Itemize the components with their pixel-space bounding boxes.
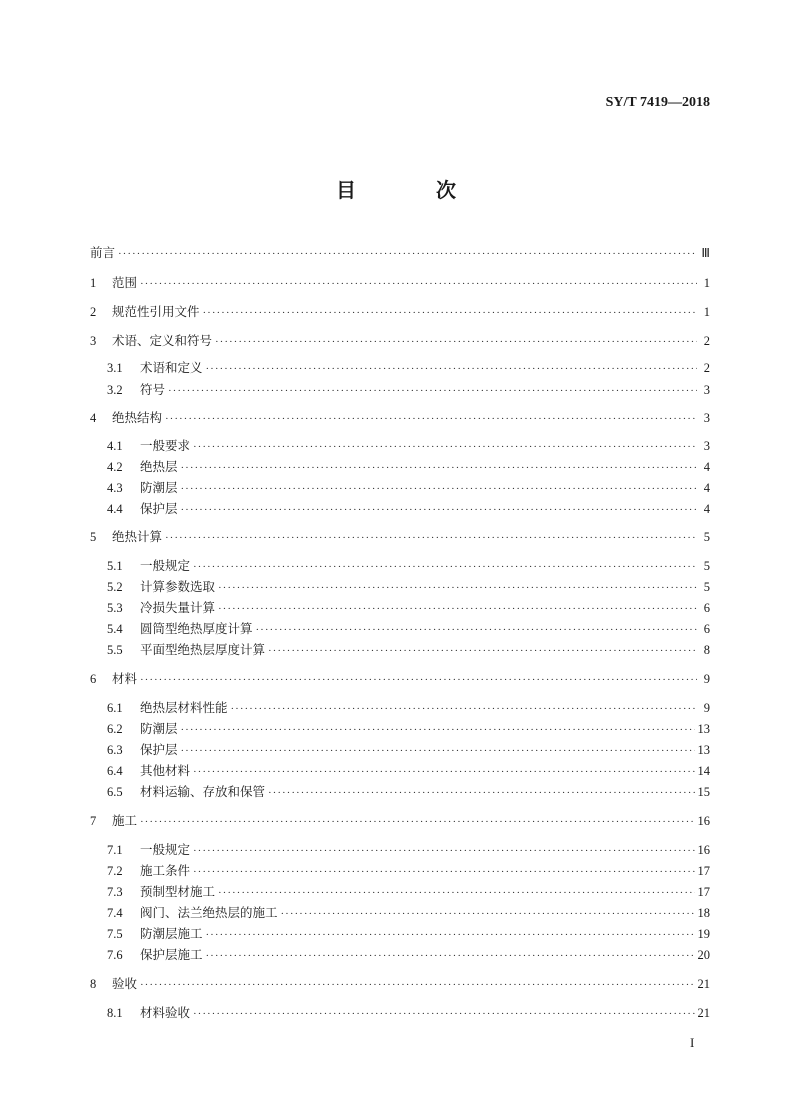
- toc-entry-label: 绝热层材料性能: [140, 700, 228, 715]
- toc-entry-page: 9: [703, 701, 710, 715]
- toc-entry-number: 5.1: [107, 559, 123, 573]
- toc-leader-dots: [181, 741, 695, 761]
- toc-entry-page: 4: [703, 502, 710, 516]
- toc-entry[interactable]: [90, 331, 710, 351]
- toc-entry-label: 材料运输、存放和保管: [140, 784, 266, 799]
- toc-leader-dots: [268, 641, 697, 661]
- toc-entry-label: 阀门、法兰绝热层的施工: [140, 905, 278, 920]
- toc-entry-label: 绝热层: [140, 459, 178, 474]
- toc-entry-number: 7.1: [107, 843, 123, 857]
- toc-entry-page: 4: [703, 460, 710, 474]
- toc-entry[interactable]: [90, 974, 710, 994]
- toc-entry-number: 4.3: [107, 481, 123, 495]
- toc-entry-number: 3.2: [107, 383, 123, 397]
- toc-entry-page: 21: [697, 977, 710, 991]
- toc-entry[interactable]: [90, 598, 710, 618]
- toc-entry-number: 4.4: [107, 502, 123, 516]
- toc-entry[interactable]: [90, 669, 710, 689]
- toc-leader-dots: [181, 500, 697, 520]
- toc-entry-label: 材料: [112, 671, 138, 686]
- toc-entry[interactable]: [90, 640, 710, 660]
- toc-entry[interactable]: [90, 273, 710, 293]
- toc-entry-number: 5.4: [107, 622, 123, 636]
- toc-entry[interactable]: [90, 577, 710, 597]
- toc-entry[interactable]: [90, 556, 710, 576]
- toc-entry[interactable]: [90, 698, 710, 718]
- toc-leader-dots: [165, 528, 697, 548]
- toc-entry[interactable]: [90, 861, 710, 881]
- toc-leader-dots: [193, 557, 697, 577]
- toc-leader-dots: [181, 479, 697, 499]
- toc-entry-page: 16: [697, 843, 710, 857]
- toc-entry[interactable]: [90, 924, 710, 944]
- toc-entry-page: 13: [697, 743, 710, 757]
- toc-entry-label: 防潮层施工: [140, 926, 203, 941]
- toc-entry-number: 3: [90, 334, 97, 348]
- page-number: I: [690, 1035, 695, 1050]
- toc-entry-page: 18: [697, 906, 710, 920]
- toc-entry-number: 7.4: [107, 906, 123, 920]
- toc-entry-label: 规范性引用文件: [112, 304, 200, 319]
- toc-entry-label: 防潮层: [140, 480, 178, 495]
- toc-entry[interactable]: [90, 408, 710, 428]
- toc-entry[interactable]: [90, 840, 710, 860]
- toc-entry-page: 5: [703, 559, 710, 573]
- toc-leader-dots: [281, 904, 695, 924]
- standard-code: SY/T 7419—2018: [605, 95, 710, 110]
- toc-entry-number: 6.5: [107, 785, 123, 799]
- toc-entry-number: 6.4: [107, 764, 123, 778]
- toc-entry-label: 圆筒型绝热厚度计算: [140, 621, 253, 636]
- toc-entry-page: 2: [703, 334, 710, 348]
- toc-entry-page: 17: [697, 864, 710, 878]
- toc-entry-label: 施工: [112, 813, 138, 828]
- toc-entry-label: 一般规定: [140, 558, 191, 573]
- toc-entry[interactable]: [90, 243, 710, 263]
- toc-entry[interactable]: [90, 882, 710, 902]
- toc-leader-dots: [268, 783, 694, 803]
- toc-leader-dots: [165, 409, 697, 429]
- toc-entry-page: 1: [703, 276, 710, 290]
- toc-entry-page: 9: [703, 672, 710, 686]
- toc-leader-dots: [218, 883, 694, 903]
- toc-leader-dots: [218, 578, 697, 598]
- toc-entry-number: 6.1: [107, 701, 123, 715]
- toc-entry-number: 8.1: [107, 1006, 123, 1020]
- toc-leader-dots: [140, 274, 697, 294]
- toc-entry[interactable]: [90, 436, 710, 456]
- toc-entry-label: 保护层施工: [140, 947, 203, 962]
- toc-entry-label: 术语和定义: [140, 360, 203, 375]
- toc-entry[interactable]: [90, 811, 710, 831]
- toc-entry[interactable]: [90, 945, 710, 965]
- toc-entry-label: 符号: [140, 382, 166, 397]
- toc-entry-page: 3: [703, 439, 710, 453]
- toc-entry-page: 8: [703, 643, 710, 657]
- toc-leader-dots: [193, 437, 697, 457]
- toc-entry-label: 冷损失量计算: [140, 600, 216, 615]
- toc-entry-page: 15: [697, 785, 710, 799]
- toc-entry-number: 5.3: [107, 601, 123, 615]
- toc-entry-page: 14: [697, 764, 710, 778]
- toc-leader-dots: [206, 359, 697, 379]
- toc-entry-page: 1: [703, 305, 710, 319]
- toc-entry-number: 2: [90, 305, 97, 319]
- toc-entry[interactable]: [90, 302, 710, 322]
- toc-entry-number: 6.2: [107, 722, 123, 736]
- toc-entry-label: 其他材料: [140, 763, 191, 778]
- toc-entry[interactable]: [90, 619, 710, 639]
- toc-entry[interactable]: [90, 358, 710, 378]
- toc-leader-dots: [181, 720, 695, 740]
- toc-entry-number: 3.1: [107, 361, 123, 375]
- toc-leader-dots: [203, 303, 697, 323]
- toc-leader-dots: [193, 762, 694, 782]
- toc-leader-dots: [193, 1004, 694, 1024]
- toc-entry[interactable]: [90, 903, 710, 923]
- toc-entry-number: 6: [90, 672, 97, 686]
- toc-entry-number: 4.1: [107, 439, 123, 453]
- toc-entry-page: 4: [703, 481, 710, 495]
- toc-entry-page: Ⅲ: [701, 246, 710, 260]
- toc-entry-label: 前言: [90, 245, 116, 260]
- toc-leader-dots: [193, 862, 694, 882]
- toc-entry[interactable]: [90, 1003, 710, 1023]
- toc-entry-number: 6.3: [107, 743, 123, 757]
- toc-entry-label: 保护层: [140, 742, 178, 757]
- toc-leader-dots: [256, 620, 697, 640]
- toc-entry-page: 6: [703, 622, 710, 636]
- toc-entry-page: 3: [703, 383, 710, 397]
- toc-entry-number: 7.3: [107, 885, 123, 899]
- toc-entry[interactable]: [90, 527, 710, 547]
- toc-leader-dots: [140, 812, 694, 832]
- toc-entry-label: 施工条件: [140, 863, 191, 878]
- toc-entry-label: 计算参数选取: [140, 579, 216, 594]
- toc-entry[interactable]: [90, 719, 710, 739]
- toc-entry-page: 21: [697, 1006, 710, 1020]
- toc-entry-number: 8: [90, 977, 97, 991]
- toc-leader-dots: [181, 458, 697, 478]
- toc-leader-dots: [140, 975, 694, 995]
- toc-entry-page: 16: [697, 814, 710, 828]
- toc-leader-dots: [206, 925, 695, 945]
- toc-leader-dots: [206, 946, 695, 966]
- toc-entry-number: 5.2: [107, 580, 123, 594]
- toc-leader-dots: [118, 244, 697, 264]
- toc-entry-label: 术语、定义和符号: [112, 333, 213, 348]
- toc-entry-number: 5: [90, 530, 97, 544]
- toc-entry[interactable]: [90, 499, 710, 519]
- toc-entry-label: 防潮层: [140, 721, 178, 736]
- toc-title: 目 次: [336, 178, 486, 202]
- toc-entry-page: 13: [697, 722, 710, 736]
- toc-entry-page: 6: [703, 601, 710, 615]
- toc-entry-page: 2: [703, 361, 710, 375]
- toc-entry-number: 1: [90, 276, 97, 290]
- toc-entry-page: 19: [697, 927, 710, 941]
- toc-leader-dots: [231, 699, 697, 719]
- toc-entry[interactable]: [90, 740, 710, 760]
- toc-entry-page: 20: [697, 948, 710, 962]
- toc-entry-page: 5: [703, 580, 710, 594]
- toc-leader-dots: [218, 599, 697, 619]
- toc-entry-page: 5: [703, 530, 710, 544]
- toc-leader-dots: [193, 841, 694, 861]
- toc-entry[interactable]: [90, 478, 710, 498]
- toc-leader-dots: [140, 670, 697, 690]
- toc-entry-number: 5.5: [107, 643, 123, 657]
- toc-entry-number: 7.6: [107, 948, 123, 962]
- toc-entry-label: 范围: [112, 275, 138, 290]
- toc-entry-label: 保护层: [140, 501, 178, 516]
- toc-entry-label: 平面型绝热层厚度计算: [140, 642, 266, 657]
- toc-entry-label: 验收: [112, 976, 138, 991]
- toc-entry-page: 17: [697, 885, 710, 899]
- toc-leader-dots: [168, 381, 697, 401]
- toc-entry-label: 一般要求: [140, 438, 191, 453]
- toc-entry-label: 绝热结构: [112, 410, 163, 425]
- toc-entry[interactable]: [90, 782, 710, 802]
- toc-entry-label: 材料验收: [140, 1005, 191, 1020]
- toc-entry-label: 绝热计算: [112, 529, 163, 544]
- toc-entry[interactable]: [90, 761, 710, 781]
- toc-entry-number: 4: [90, 411, 97, 425]
- toc-entry-number: 7: [90, 814, 97, 828]
- toc-entry-page: 3: [703, 411, 710, 425]
- toc-leader-dots: [215, 332, 697, 352]
- toc-entry[interactable]: [90, 380, 710, 400]
- toc-entry-number: 4.2: [107, 460, 123, 474]
- toc-entry-number: 7.2: [107, 864, 123, 878]
- toc-entry-label: 预制型材施工: [140, 884, 216, 899]
- toc-entry-label: 一般规定: [140, 842, 191, 857]
- toc-entry[interactable]: [90, 457, 710, 477]
- toc-entry-number: 7.5: [107, 927, 123, 941]
